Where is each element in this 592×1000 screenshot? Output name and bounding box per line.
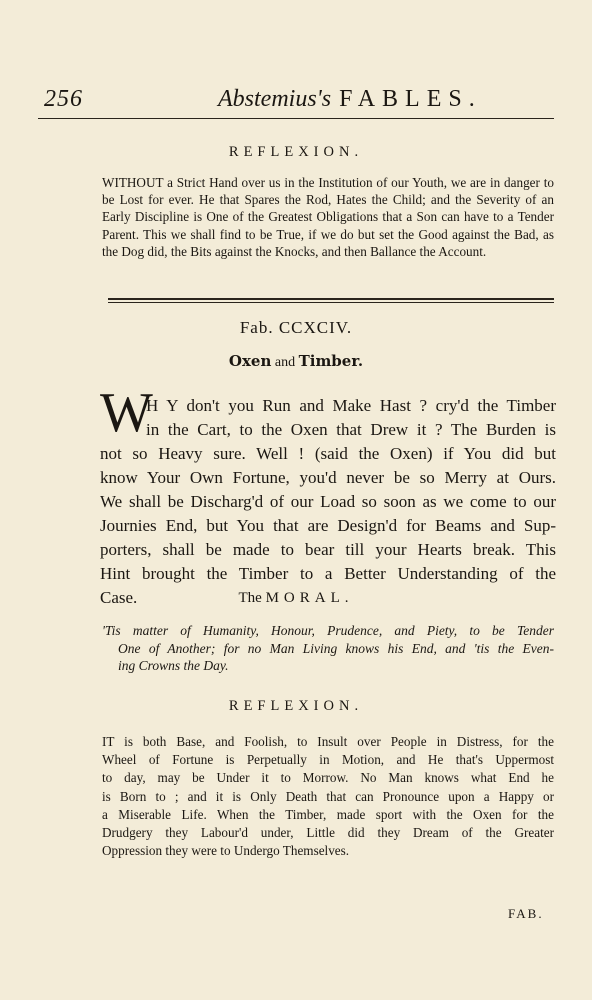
running-title — [218, 86, 482, 113]
moral-line: 'Tis matter of Humanity, Honour, Prudence, and Piety, to be Tender — [102, 623, 554, 638]
reflexion-line: Drudgery they Labour'd under, Little did they Dream of the Greater — [102, 825, 554, 841]
page-number: 256 — [44, 86, 83, 112]
moral-heading — [0, 590, 592, 607]
reflexion-heading: REFLEXION. — [228, 144, 364, 160]
catchword: FAB. — [508, 906, 544, 921]
fable-text — [100, 394, 556, 610]
reflexion-line: is Born to ; and it is Only Death that can Pronounce upon a Happy or — [102, 788, 554, 804]
moral-line: ing Crowns the Day. — [118, 658, 229, 673]
fable-subtitle-and: and — [274, 355, 296, 370]
fable-line: not so Heavy sure. Well ! (said the Oxen) if You did but — [100, 444, 556, 463]
fable-line: porters, shall be made to bear till your Hearts break. This — [100, 540, 556, 559]
reflexion-line: IT is both Base, and Foolish, to Insult over People in Distress, for the — [102, 734, 554, 749]
fable-number: Fab. CCXCIV. — [239, 318, 353, 337]
fable-subtitle-timber: Timber. — [298, 352, 364, 370]
header-rule — [38, 118, 554, 119]
reflexion-line: to day, may be Under it to Morrow. No Man knows what End he — [102, 770, 554, 786]
moral-line: One of Another; for no Man Living knows his End, and 'tis the Even- — [118, 640, 554, 656]
fable-line: Hint brought the Timber to a Better Understanding of the — [100, 564, 556, 583]
fable-subtitle — [0, 352, 592, 371]
running-head — [38, 86, 554, 120]
reflexion-text: WITHOUT a Strict Hand over us in the Institution of our Youth, we are in danger to be Lost for ever. He that Spares the Rod, Hates the Child; and the Severity of an Early Discipline is One of the Greatest Obligations that a Son can have to a Tender Parent. This we shall find to be True, if we do but set the Good against the Bad, as the Dog did, the Bits against the Knocks, and then Ballance the Account. — [102, 175, 554, 259]
reflexion-paragraph — [102, 174, 554, 260]
reflexion-paragraph-2 — [102, 733, 554, 860]
reflexion-heading-2: REFLEXION. — [228, 698, 364, 714]
fable-line: Case. — [100, 588, 138, 607]
moral-heading-the: The — [238, 590, 262, 606]
moral-heading-word: MORAL. — [265, 590, 354, 606]
running-title-author: Abstemius's — [218, 86, 332, 112]
running-title-fables: FABLES. — [339, 86, 482, 112]
fable-line: Journies End, but You that are Design'd for Beams and Sup- — [100, 516, 556, 535]
section-divider — [108, 298, 554, 304]
reflexion-line: Wheel of Fortune is Perpetually in Motion, and He that's Uppermost — [102, 752, 554, 768]
fable-line: We shall be Discharg'd of our Load so soon as we come to our — [100, 492, 556, 511]
reflexion-line: a Miserable Life. When the Timber, made sport with the Oxen for the — [102, 806, 554, 822]
reflexion-line: Oppression they were to Undergo Themselves. — [102, 843, 350, 859]
moral-text — [102, 622, 554, 675]
fable-line: in the Cart, to the Oxen that Drew it ? The Burden is — [146, 420, 556, 439]
fable-line: H Y don't you Run and Make Hast ? cry'd the Timber — [146, 396, 556, 415]
fable-line: know Your Own Fortune, you'd never be so Merry at Ours. — [100, 468, 556, 487]
fable-subtitle-oxen: Oxen — [228, 352, 272, 370]
drop-cap: W — [100, 382, 153, 444]
